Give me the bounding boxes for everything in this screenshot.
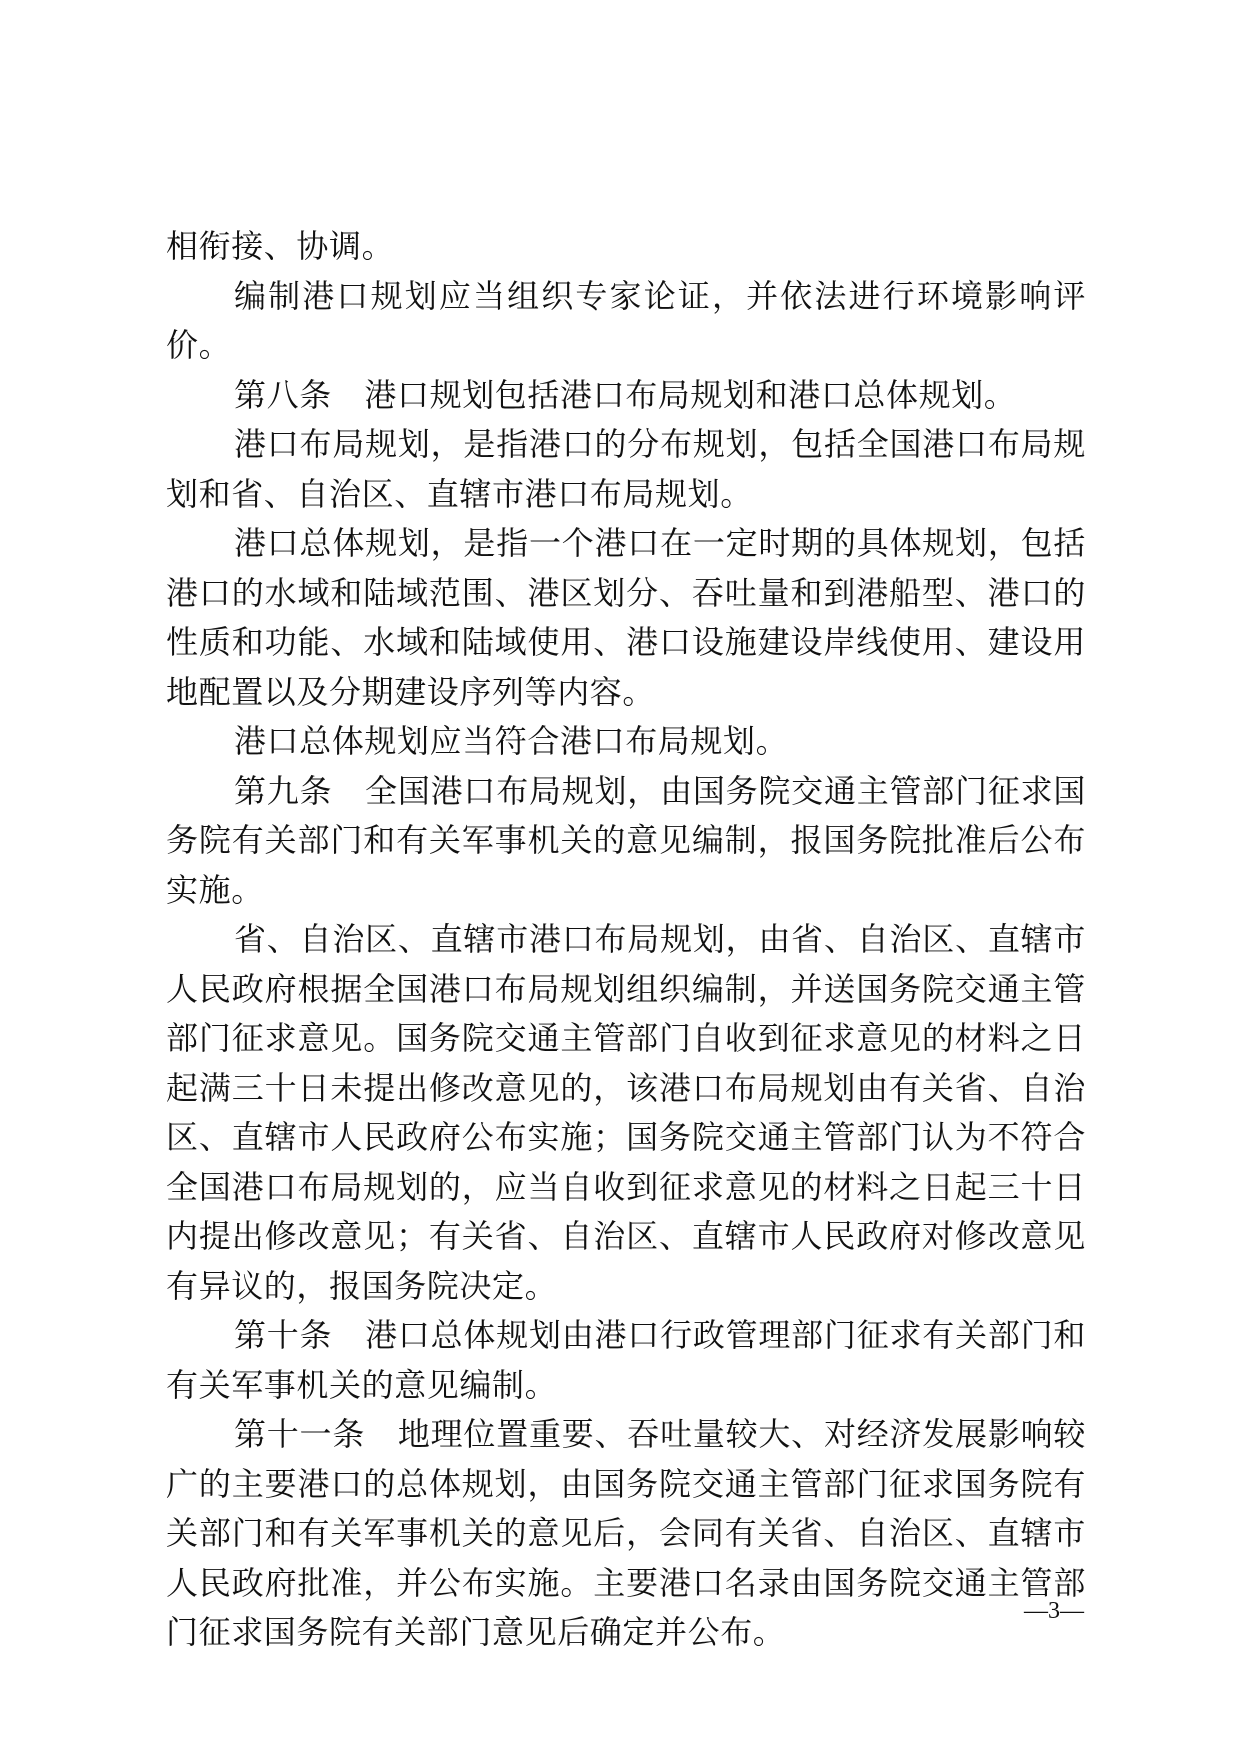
article-8-paragraph: 第八条 港口规划包括港口布局规划和港口总体规划。 bbox=[234, 375, 1017, 414]
article-10-paragraph: 第十条 港口总体规划由港口行政管理部门征求有关部门和有关军事机关的意见编制。 bbox=[166, 1316, 1086, 1404]
paragraph: 港口总体规划，是指一个港口在一定时期的具体规划，包括港口的水域和陆域范围、港区划分、吞吐量和到港船型、港口的性质和功能、水域和陆域使用、港口设施建设岸线使用、建设用地配置以及分期建设序列等内容。 bbox=[166, 524, 1086, 711]
paragraph: 编制港口规划应当组织专家论证，并依法进行环境影响评价。 bbox=[166, 276, 1086, 364]
paragraph: 省、自治区、直辖市港口布局规划，由省、自治区、直辖市人民政府根据全国港口布局规划组织编制，并送国务院交通主管部门征求意见。国务院交通主管部门自收到征求意见的材料之日起满三十日未提出修改意见的，该港口布局规划由有关省、自治区、直辖市人民政府公布实施；国务院交通主管部门认为不符合全国港口布局规划的，应当自收到征求意见的材料之日起三十日内提出修改意见；有关省、自治区、直辖市人民政府对修改意见有异议的，报国务院决定。 bbox=[166, 920, 1086, 1305]
paragraph: 港口布局规划，是指港口的分布规划，包括全国港口布局规划和省、自治区、直辖市港口布局规划。 bbox=[166, 425, 1086, 513]
paragraph: 相衔接、协调。 bbox=[166, 227, 395, 265]
paragraph: 港口总体规划应当符合港口布局规划。 bbox=[234, 722, 789, 760]
article-11-paragraph: 第十一条 地理位置重要、吞吐量较大、对经济发展影响较广的主要港口的总体规划，由国务院交通主管部门征求国务院有关部门和有关军事机关的意见后，会同有关省、自治区、直辖市人民政府批准，并公布实施。主要港口名录由国务院交通主管部门征求国务院有关部门意见后确定并公布。 bbox=[166, 1415, 1086, 1651]
article-9-paragraph: 第九条 全国港口布局规划，由国务院交通主管部门征求国务院有关部门和有关军事机关的意见编制，报国务院批准后公布实施。 bbox=[166, 771, 1086, 909]
document-body bbox=[166, 222, 1086, 1658]
page-number: —3— bbox=[1024, 1598, 1084, 1624]
